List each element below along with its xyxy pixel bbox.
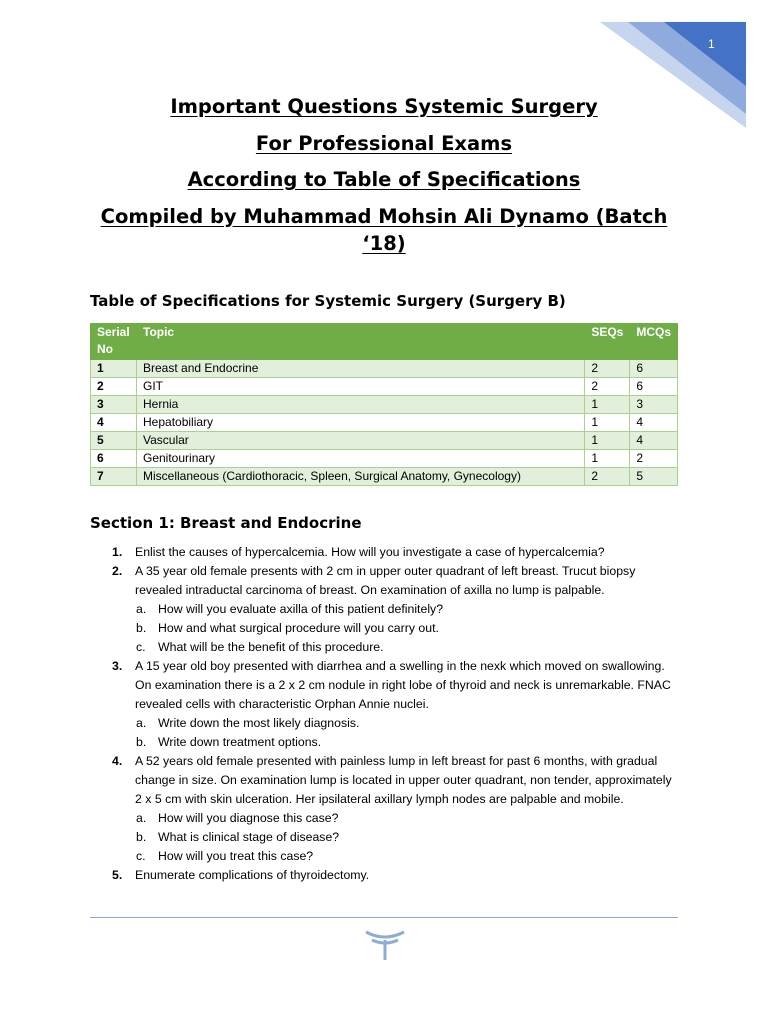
question-number: 4. [112,754,123,768]
cell-seqs: 2 [585,360,630,378]
question-text: A 35 year old female presents with 2 cm in upper outer quadrant of left breast. Trucut biopsy revealed intraductal carcinoma of breast. On examination of axilla no lump is palpable. [135,564,636,597]
sub-question-label: c. [136,640,146,654]
cell-topic: Genitourinary [137,450,585,468]
footer-divider [90,917,678,918]
sub-question-text: How will you treat this case? [158,849,314,863]
cell-seqs: 2 [585,378,630,396]
cell-serial: 5 [91,432,137,450]
question-number: 5. [112,868,123,882]
cell-seqs: 1 [585,414,630,432]
cell-serial: 6 [91,450,137,468]
table-row [91,414,678,432]
question-item [90,752,678,866]
cell-mcqs: 6 [630,378,678,396]
question-list [90,543,678,885]
sub-question-label: b. [136,735,147,749]
header-mcqs: MCQs [630,324,678,360]
question-number: 2. [112,564,123,578]
question-text: A 15 year old boy presented with diarrhea and a swelling in the nexk which moved on swallowing. On examination there is a 2 x 2 cm nodule in right lobe of thyroid and neck is unremarkable. FNAC revealed cells with characteristic Orphan Annie nuclei. [135,659,671,711]
title-line-1: Important Questions Systemic Surgery [170,95,598,118]
cell-mcqs: 2 [630,450,678,468]
sub-question [135,619,678,638]
cell-seqs: 2 [585,468,630,486]
sub-question-label: a. [136,811,147,825]
sub-question-text: How and what surgical procedure will you carry out. [158,621,439,635]
cell-topic: Miscellaneous (Cardiothoracic, Spleen, Surgical Anatomy, Gynecology) [137,468,585,486]
sub-question-label: b. [136,830,147,844]
cell-seqs: 1 [585,450,630,468]
question-item [90,866,678,885]
header-topic: Topic [137,324,585,360]
sub-question [135,828,678,847]
question-item [90,543,678,562]
sub-question-text: Write down the most likely diagnosis. [158,716,360,730]
sub-question [135,733,678,752]
header-seqs: SEQs [585,324,630,360]
table-row [91,396,678,414]
title-line-2: For Professional Exams [255,131,513,155]
sub-question-text: How will you evaluate axilla of this patient definitely? [158,602,444,616]
title-line-3: According to Table of Specifications [187,168,581,191]
table-row [91,450,678,468]
question-item [90,657,678,752]
table-body [91,360,678,486]
sub-question-text: Write down treatment options. [158,735,322,749]
tos-heading: Table of Specifications for Systemic Surgery (Surgery B) [90,292,566,310]
sub-question-label: a. [136,602,147,616]
question-item [90,562,678,657]
table-row [91,468,678,486]
cell-serial: 7 [91,468,137,486]
sub-question-text: How will you diagnose this case? [158,811,339,825]
page-number: 1 [708,37,715,51]
cell-mcqs: 5 [630,468,678,486]
cell-topic: Hernia [137,396,585,414]
sub-question-text: What is clinical stage of disease? [158,830,340,844]
cell-topic: GIT [137,378,585,396]
cell-topic: Vascular [137,432,585,450]
cell-seqs: 1 [585,396,630,414]
header-serial: Serial No [91,324,137,360]
cell-mcqs: 4 [630,432,678,450]
cell-topic: Hepatobiliary [137,414,585,432]
cell-topic: Breast and Endocrine [137,360,585,378]
specification-table [90,323,678,486]
question-text: Enlist the causes of hypercalcemia. How will you investigate a case of hypercalcemia? [135,545,605,559]
title-line-4: Compiled by Muhammad Mohsin Ali Dynamo (Batch ‘18) [100,204,668,255]
sub-question [135,638,678,657]
sub-question [135,847,678,866]
sub-question-label: b. [136,621,147,635]
section-heading: Section 1: Breast and Endocrine [90,514,362,532]
cell-serial: 1 [91,360,137,378]
sub-question [135,809,678,828]
cell-mcqs: 4 [630,414,678,432]
table-header-row [91,324,678,360]
footer-logo-icon [364,928,406,962]
table-row [91,360,678,378]
question-text: A 52 years old female presented with painless lump in left breast for past 6 months, with gradual change in size. On examination lump is located in upper outer quadrant, non tender, approximately 2 x 5 cm with skin ulceration. Her ipsilateral axillary lymph nodes are palpable and mobile. [135,754,672,806]
cell-serial: 3 [91,396,137,414]
cell-seqs: 1 [585,432,630,450]
sub-question [135,600,678,619]
sub-question-label: c. [136,849,146,863]
document-title [90,89,678,257]
cell-serial: 2 [91,378,137,396]
table-row [91,432,678,450]
question-text: Enumerate complications of thyroidectomy. [135,868,370,882]
question-number: 3. [112,659,123,673]
sub-question-label: a. [136,716,147,730]
question-number: 1. [112,545,123,559]
cell-mcqs: 6 [630,360,678,378]
table-row [91,378,678,396]
cell-serial: 4 [91,414,137,432]
sub-question [135,714,678,733]
cell-mcqs: 3 [630,396,678,414]
sub-question-text: What will be the benefit of this procedure. [158,640,384,654]
